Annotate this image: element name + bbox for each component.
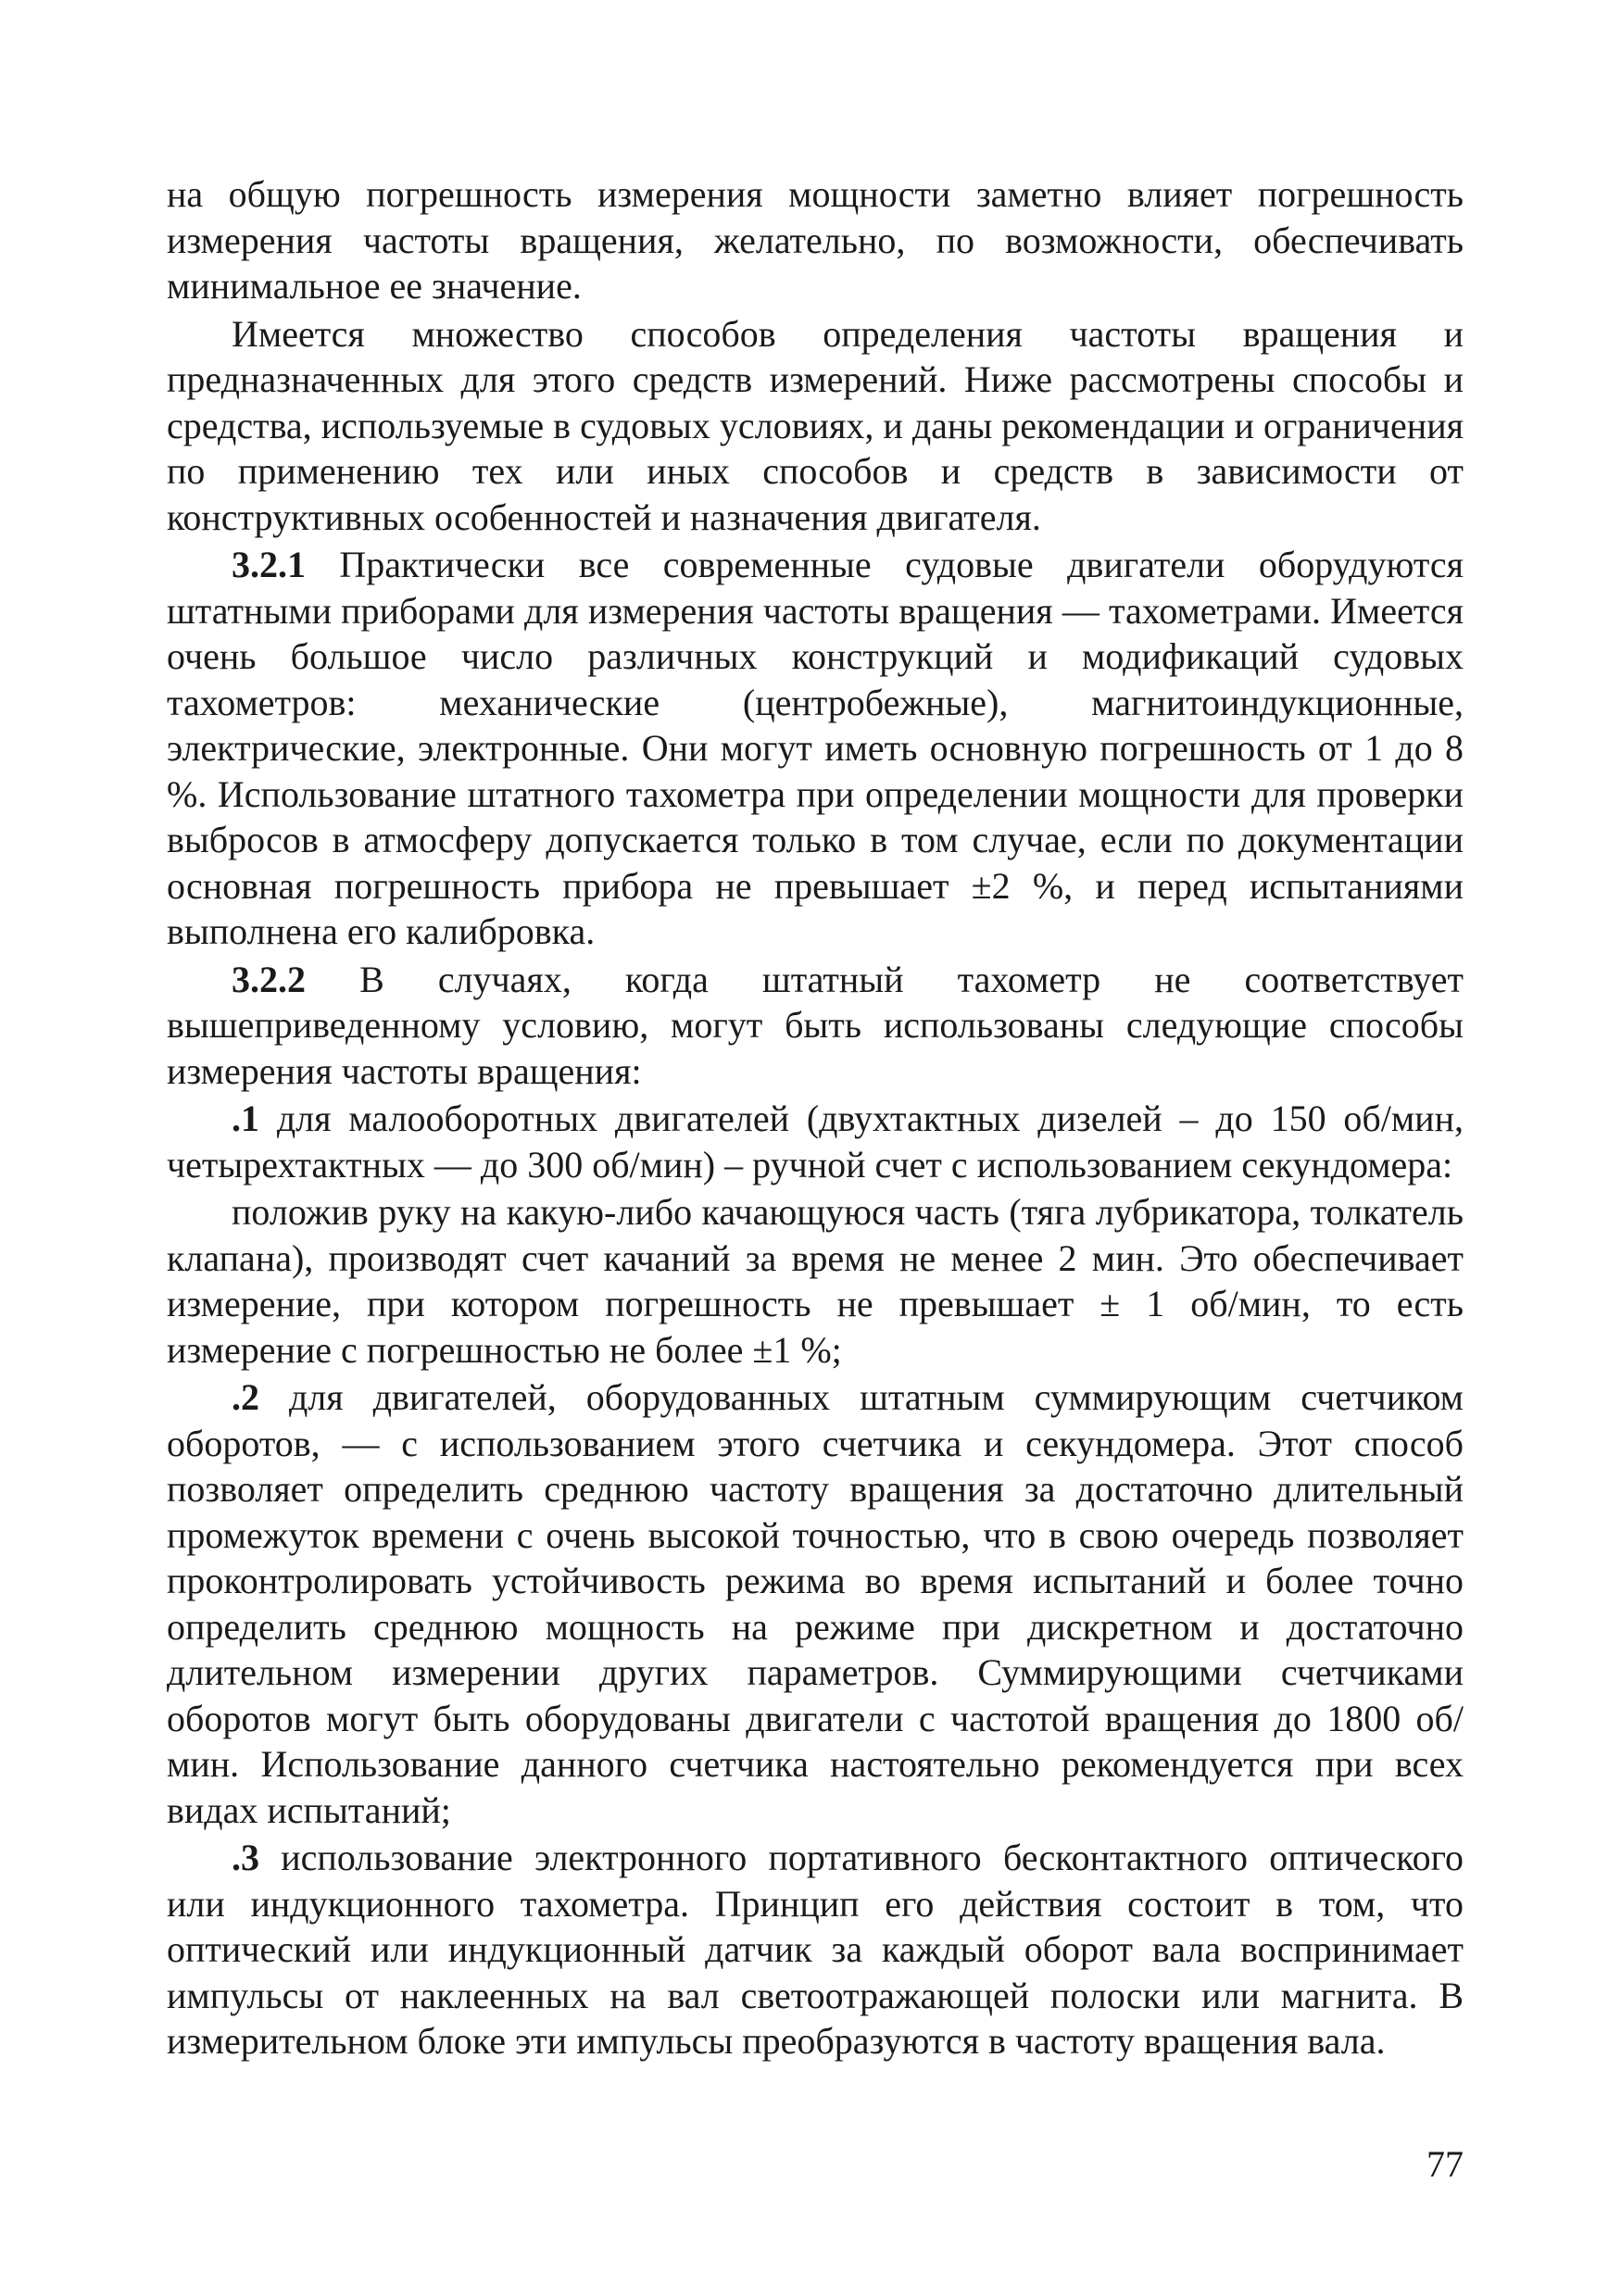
paragraph-text: использование электронного портативного бесконтактного оптического или индукционного тахометра. Принцип его действия состоит в том, что оптический или индукционный датчик за каждый оборот вала воспринимает импульсы от наклеенных на вал светоотражающей полоски или магнита. В измерительном блоке эти импульсы преобразуются в частоту вращения вала. xyxy=(167,1837,1464,2062)
list-item-1 xyxy=(167,1096,1464,1187)
list-item-number: .2 xyxy=(232,1376,259,1418)
paragraph-text: положив руку на какую-либо качающуюся часть (тяга лубрикатора, толкатель клапана), производят счет качаний за время не менее 2 мин. Это обеспечивает измерение, при котором погрешность не превышает ± 1 об/мин, то есть измерение с погрешностью не более ±1 %; xyxy=(167,1191,1464,1371)
section-number: 3.2.1 xyxy=(232,544,306,585)
paragraph-text: для малооборотных двигателей (двухтактных дизелей – до 150 об/мин, четырехтактных — до 300 об/мин) – ручной счет с использованием секундомера: xyxy=(167,1098,1464,1186)
list-item-number: .3 xyxy=(232,1837,259,1878)
paragraph-methods-intro xyxy=(167,311,1464,541)
list-item-3 xyxy=(167,1835,1464,2064)
list-item-2 xyxy=(167,1374,1464,1833)
list-item-1-detail xyxy=(167,1189,1464,1373)
paragraph-continuation xyxy=(167,171,1464,309)
list-item-number: .1 xyxy=(232,1098,259,1139)
paragraph-text: на общую погрешность измерения мощности заметно влияет погрешность измерения частоты вращения, желательно, по возможности, обеспечивать минимальное ее значение. xyxy=(167,173,1464,307)
page-number: 77 xyxy=(1426,2143,1464,2185)
section-3-2-2 xyxy=(167,957,1464,1095)
paragraph-text: Имеется множество способов определения частоты вращения и предназначенных для этого средств измерений. Ниже рассмотрены способы и средства, используемые в судовых условиях, и даны рекомендации и ограничения по применению тех или иных способов и средств в зависимости от конструктивных особенностей и назначения двигателя. xyxy=(167,312,1464,538)
paragraph-text: Практически все современные судовые двигатели оборудуются штатными приборами для измерения частоты вращения — тахометрами. Имеется очень большое число различных конструкций и модификаций судовых тахометров: механические (центробежные), магнитоиндукционные, электрические, электронные. Они могут иметь основную погрешность от 1 до 8 %. Использование штатного тахометра при определении мощности для проверки выбросов в атмосферу допускается только в том случае, если по документации основная погрешность прибора не превышает ±2 %, и перед испытаниями выполнена его калибровка. xyxy=(167,544,1464,952)
section-3-2-1 xyxy=(167,542,1464,955)
paragraph-text: для двигателей, оборудованных штатным суммирующим счетчиком оборотов, — с использованием этого счетчика и секундомера. Этот способ позволяет определить среднюю частоту вращения за достаточно длительный промежуток времени с очень высокой точностью, что в свою очередь позволяет проконтролировать устойчивость режима во время испытаний и более точно определить среднюю мощность на режиме при дискретном и достаточно длительном измерении других параметров. Суммирующими счетчиками оборотов могут быть оборудованы двигатели с частотой вращения до 1800 об/мин. Использование данного счетчика настоятельно рекомендуется при всех видах испытаний; xyxy=(167,1376,1464,1831)
section-number: 3.2.2 xyxy=(232,958,306,1000)
page-body xyxy=(167,171,1464,2066)
paragraph-text: В случаях, когда штатный тахометр не соответствует вышеприведенному условию, могут быть использованы следующие способы измерения частоты вращения: xyxy=(167,958,1464,1092)
